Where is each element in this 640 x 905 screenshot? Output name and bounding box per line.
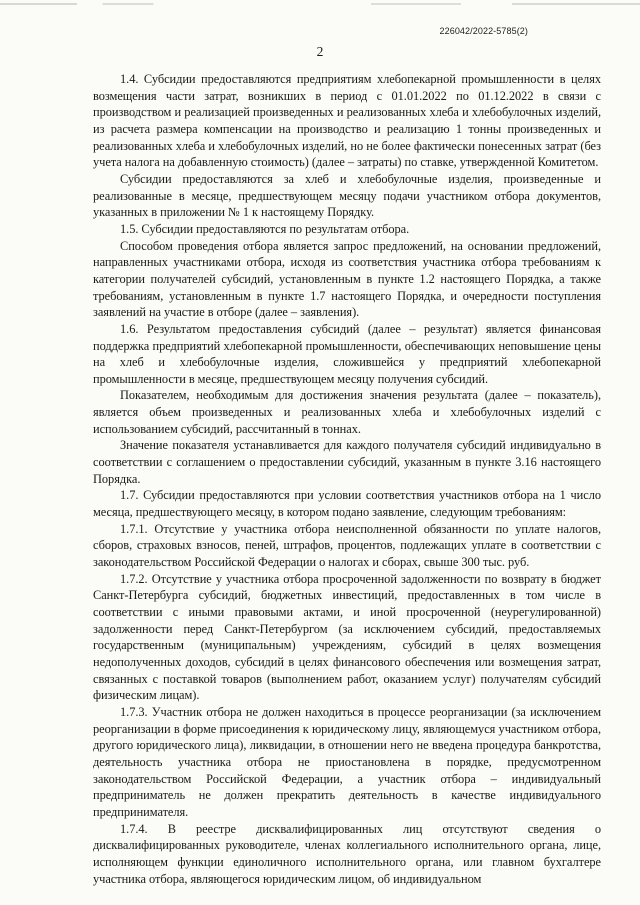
paragraph: 1.7.4. В реестре дисквалифицированных лиц отсутствуют сведения о дисквалифицированных руководителе, членах коллегиального исполнительного органа, лице, исполняющем функции единоличного исполнительного органа, или главном бухгалтере участника отбора, являющегося юридическим лицом, об индивидуальном: [93, 821, 601, 886]
paragraph: 1.4. Субсидии предоставляются предприятиям хлебопекарной промышленности в целях возмещения части затрат, возникших в период с 01.01.2022 по 01.12.2022 в связи с производством и реализацией произведенных и реализованных хлеба и хлебобулочных изделий, из расчета размера компенсации на производство и реализацию 1 тонны произведенных и реализованных хлеба и хлебобулочных изделий, но не более фактически понесенных затрат (без учета налога на добавленную стоимость) (далее – затраты) по ставке, утвержденной Комитетом.: [93, 72, 601, 170]
paragraph: Показателем, необходимым для достижения значения результата (далее – показатель), является объем произведенных и реализованных хлеба и хлебобулочных изделий с использованием субсидий, рассчитанный в тоннах.: [93, 388, 601, 436]
paragraph: 1.7.2. Отсутствие у участника отбора просроченной задолженности по возврату в бюджет Санкт-Петербурга субсидий, бюджетных инвестиций, предоставленных в том числе в соответствии с иными правовыми актами, и иной просроченной (неурегулированной) задолженности перед Санкт-Петербургом (за исключением субсидий, предоставляемых государственным (муниципальным) учреждениям, субсидий в целях возмещения недополученных доходов, субсидий в целях финансового обеспечения или возмещения затрат, связанных с поставкой товаров (выполнением работ, оказанием услуг) получателям субсидий физическим лицам).: [93, 571, 601, 703]
document-id: 226042/2022-5785(2): [439, 26, 528, 36]
document-body: [93, 71, 601, 887]
paragraph: 1.7.1. Отсутствие у участника отбора неисполненной обязанности по уплате налогов, сборов, страховых взносов, пеней, штрафов, процентов, подлежащих уплате в соответствии с законодательством Российской Федерации о налогах и сборах, свыше 300 тыс. руб.: [93, 521, 601, 570]
paragraph: Значение показателя устанавливается для каждого получателя субсидий индивидуально в соответствии с соглашением о предоставлении субсидий, указанным в пункте 3.16 настоящего Порядка.: [93, 438, 601, 486]
paragraph: Способом проведения отбора является запрос предложений, на основании предложений, направленных участниками отбора, исходя из соответствия участника отбора требованиям к категории получателей субсидий, установленным в пункте 1.2 настоящего Порядка, а также требованиям, установленным в пункте 1.7 настоящего Порядка, и очередности поступления заявлений на участие в отборе (далее – заявления).: [93, 238, 601, 320]
scan-top-edge: [0, 3, 640, 5]
paragraph: 1.6. Результатом предоставления субсидий (далее – результат) является финансовая поддержка предприятий хлебопекарной промышленности, обеспечивающих неповышение цены на хлеб и хлебобулочные изделия, сложившейся у предприятий хлебопекарной промышленности в месяце, предшествующем месяцу получения субсидий.: [93, 321, 601, 386]
paragraph: 1.7.3. Участник отбора не должен находиться в процессе реорганизации (за исключением реорганизации в форме присоединения к юридическому лицу, являющемуся участником отбора, другого юридического лица), ликвидации, в отношении него не введена процедура банкротства, деятельность участника отбора не приостановлена в порядке, предусмотренном законодательством Российской Федерации, а участник отбора – индивидуальный предприниматель не должен прекратить деятельность в качестве индивидуального предпринимателя.: [93, 704, 601, 819]
paragraph: 1.5. Субсидии предоставляются по результатам отбора.: [120, 221, 410, 236]
page-number: 2: [316, 44, 324, 59]
paragraph: Субсидии предоставляются за хлеб и хлебобулочные изделия, произведенные и реализованные в месяце, предшествующем месяцу подачи участником отбора документов, указанных в приложении № 1 к настоящему Порядку.: [93, 171, 601, 220]
paragraph: 1.7. Субсидии предоставляются при условии соответствия участников отбора на 1 число месяца, предшествующего месяцу, в котором подано заявление, следующим требованиям:: [93, 488, 601, 520]
